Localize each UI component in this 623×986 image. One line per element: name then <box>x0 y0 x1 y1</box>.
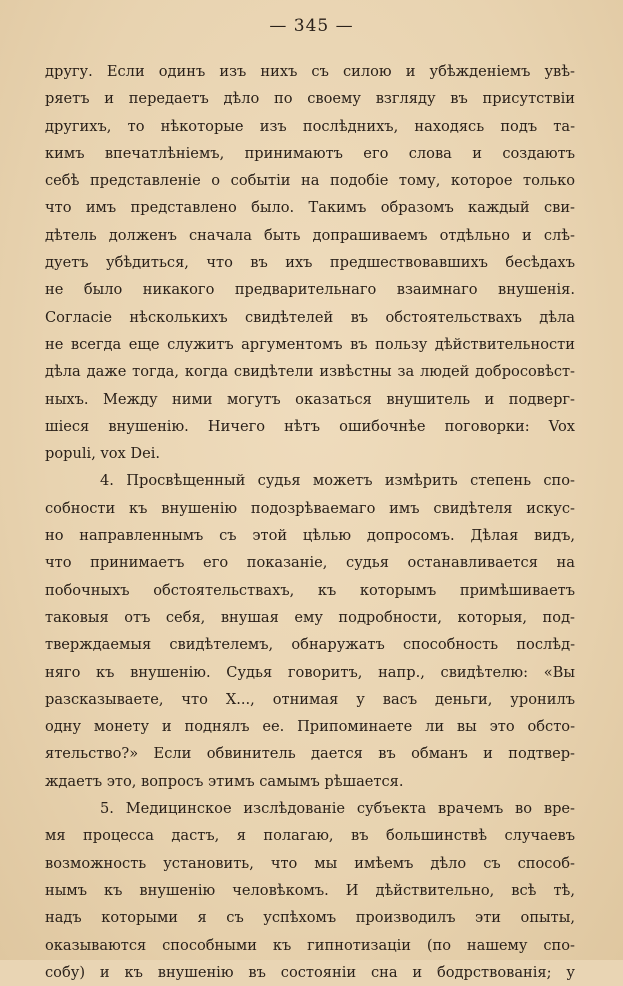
text-line: что имъ представлено было. Такимъ образомъ каждый сви- <box>45 199 575 217</box>
text-line: одну монету и поднялъ ее. Припоминаете ли вы это обсто- <box>45 718 575 736</box>
text-line: шіеся внушенію. Ничего нѣтъ ошибочнѣе поговорки: Vox <box>45 417 575 435</box>
text-line: не было никакого предварительнаго взаимнаго внушенія. <box>45 281 575 299</box>
text-line: ждаетъ это, вопросъ этимъ самымъ рѣшается. <box>45 772 404 790</box>
text-line: но направленнымъ съ этой цѣлью допросомъ. Дѣлая видъ, <box>45 527 575 545</box>
text-line: собу) и къ внушенію въ состояніи сна и бодрствованія; у <box>45 963 575 981</box>
text-line: ряетъ и передаетъ дѣло по своему взгляду въ присутствіи <box>45 90 575 108</box>
text-line: что принимаетъ его показаніе, судья останавливается на <box>45 554 575 572</box>
text-line: возможность установить, что мы имѣемъ дѣло съ способ- <box>45 854 575 872</box>
text-line: ятельство?» Если обвинитель дается въ обманъ и подтвер- <box>45 745 575 763</box>
text-line: оказываются способными къ гипнотизаціи (по нашему спо- <box>45 936 575 954</box>
text-line: ныхъ. Между ними могутъ оказаться внушитель и подверг- <box>45 390 575 408</box>
text-line: Согласіе нѣсколькихъ свидѣтелей въ обстоятельствахъ дѣла <box>45 308 575 326</box>
text-line: дуетъ убѣдиться, что въ ихъ предшествовавшихъ бесѣдахъ <box>45 254 575 272</box>
paragraph-5-first-line: 5. Медицинское изслѣдованіе субъекта врачемъ во вре- <box>100 800 575 818</box>
text-line: няго къ внушенію. Судья говоритъ, напр., свидѣтелю: «Вы <box>45 663 575 681</box>
text-line: нымъ къ внушенію человѣкомъ. И дѣйствительно, всѣ тѣ, <box>45 881 575 899</box>
text-line: populi, vox Dei. <box>45 445 161 463</box>
text-line: собности къ внушенію подозрѣваемаго имъ свидѣтеля искус- <box>45 499 575 517</box>
text-line: мя процесса дастъ, я полагаю, въ большинствѣ случаевъ <box>45 827 575 845</box>
text-line: разсказываете, что Х..., отнимая у васъ деньги, уронилъ <box>45 690 575 708</box>
text-line: таковыя отъ себя, внушая ему подробности, которыя, под- <box>45 608 575 626</box>
text-line: дѣла даже тогда, когда свидѣтели извѣстны за людей добросовѣст- <box>45 363 575 381</box>
text-line: надъ которыми я съ успѣхомъ производилъ эти опыты, <box>45 909 575 927</box>
text-line: тверждаемыя свидѣтелемъ, обнаружатъ способность послѣд- <box>45 636 575 654</box>
body-text <box>45 58 575 986</box>
text-line: другихъ, то нѣкоторые изъ послѣднихъ, находясь подъ та- <box>45 117 575 135</box>
text-line: не всегда еще служитъ аргументомъ въ пользу дѣйствительности <box>45 335 575 353</box>
page-number: — 345 — <box>269 16 354 36</box>
text-line: дѣтель долженъ сначала быть допрашиваемъ отдѣльно и слѣ- <box>45 226 575 244</box>
text-line: другу. Если одинъ изъ нихъ съ силою и убѣжденіемъ увѣ- <box>45 63 575 80</box>
text-line: кимъ впечатлѣніемъ, принимаютъ его слова и создаютъ <box>45 144 575 162</box>
text-line: побочныхъ обстоятельствахъ, къ которымъ примѣшиваетъ <box>45 581 575 599</box>
text-line: себѣ представленіе о событіи на подобіе тому, которое только <box>45 172 575 190</box>
paragraph-4-first-line: 4. Просвѣщенный судья можетъ измѣрить степень спо- <box>100 472 575 490</box>
